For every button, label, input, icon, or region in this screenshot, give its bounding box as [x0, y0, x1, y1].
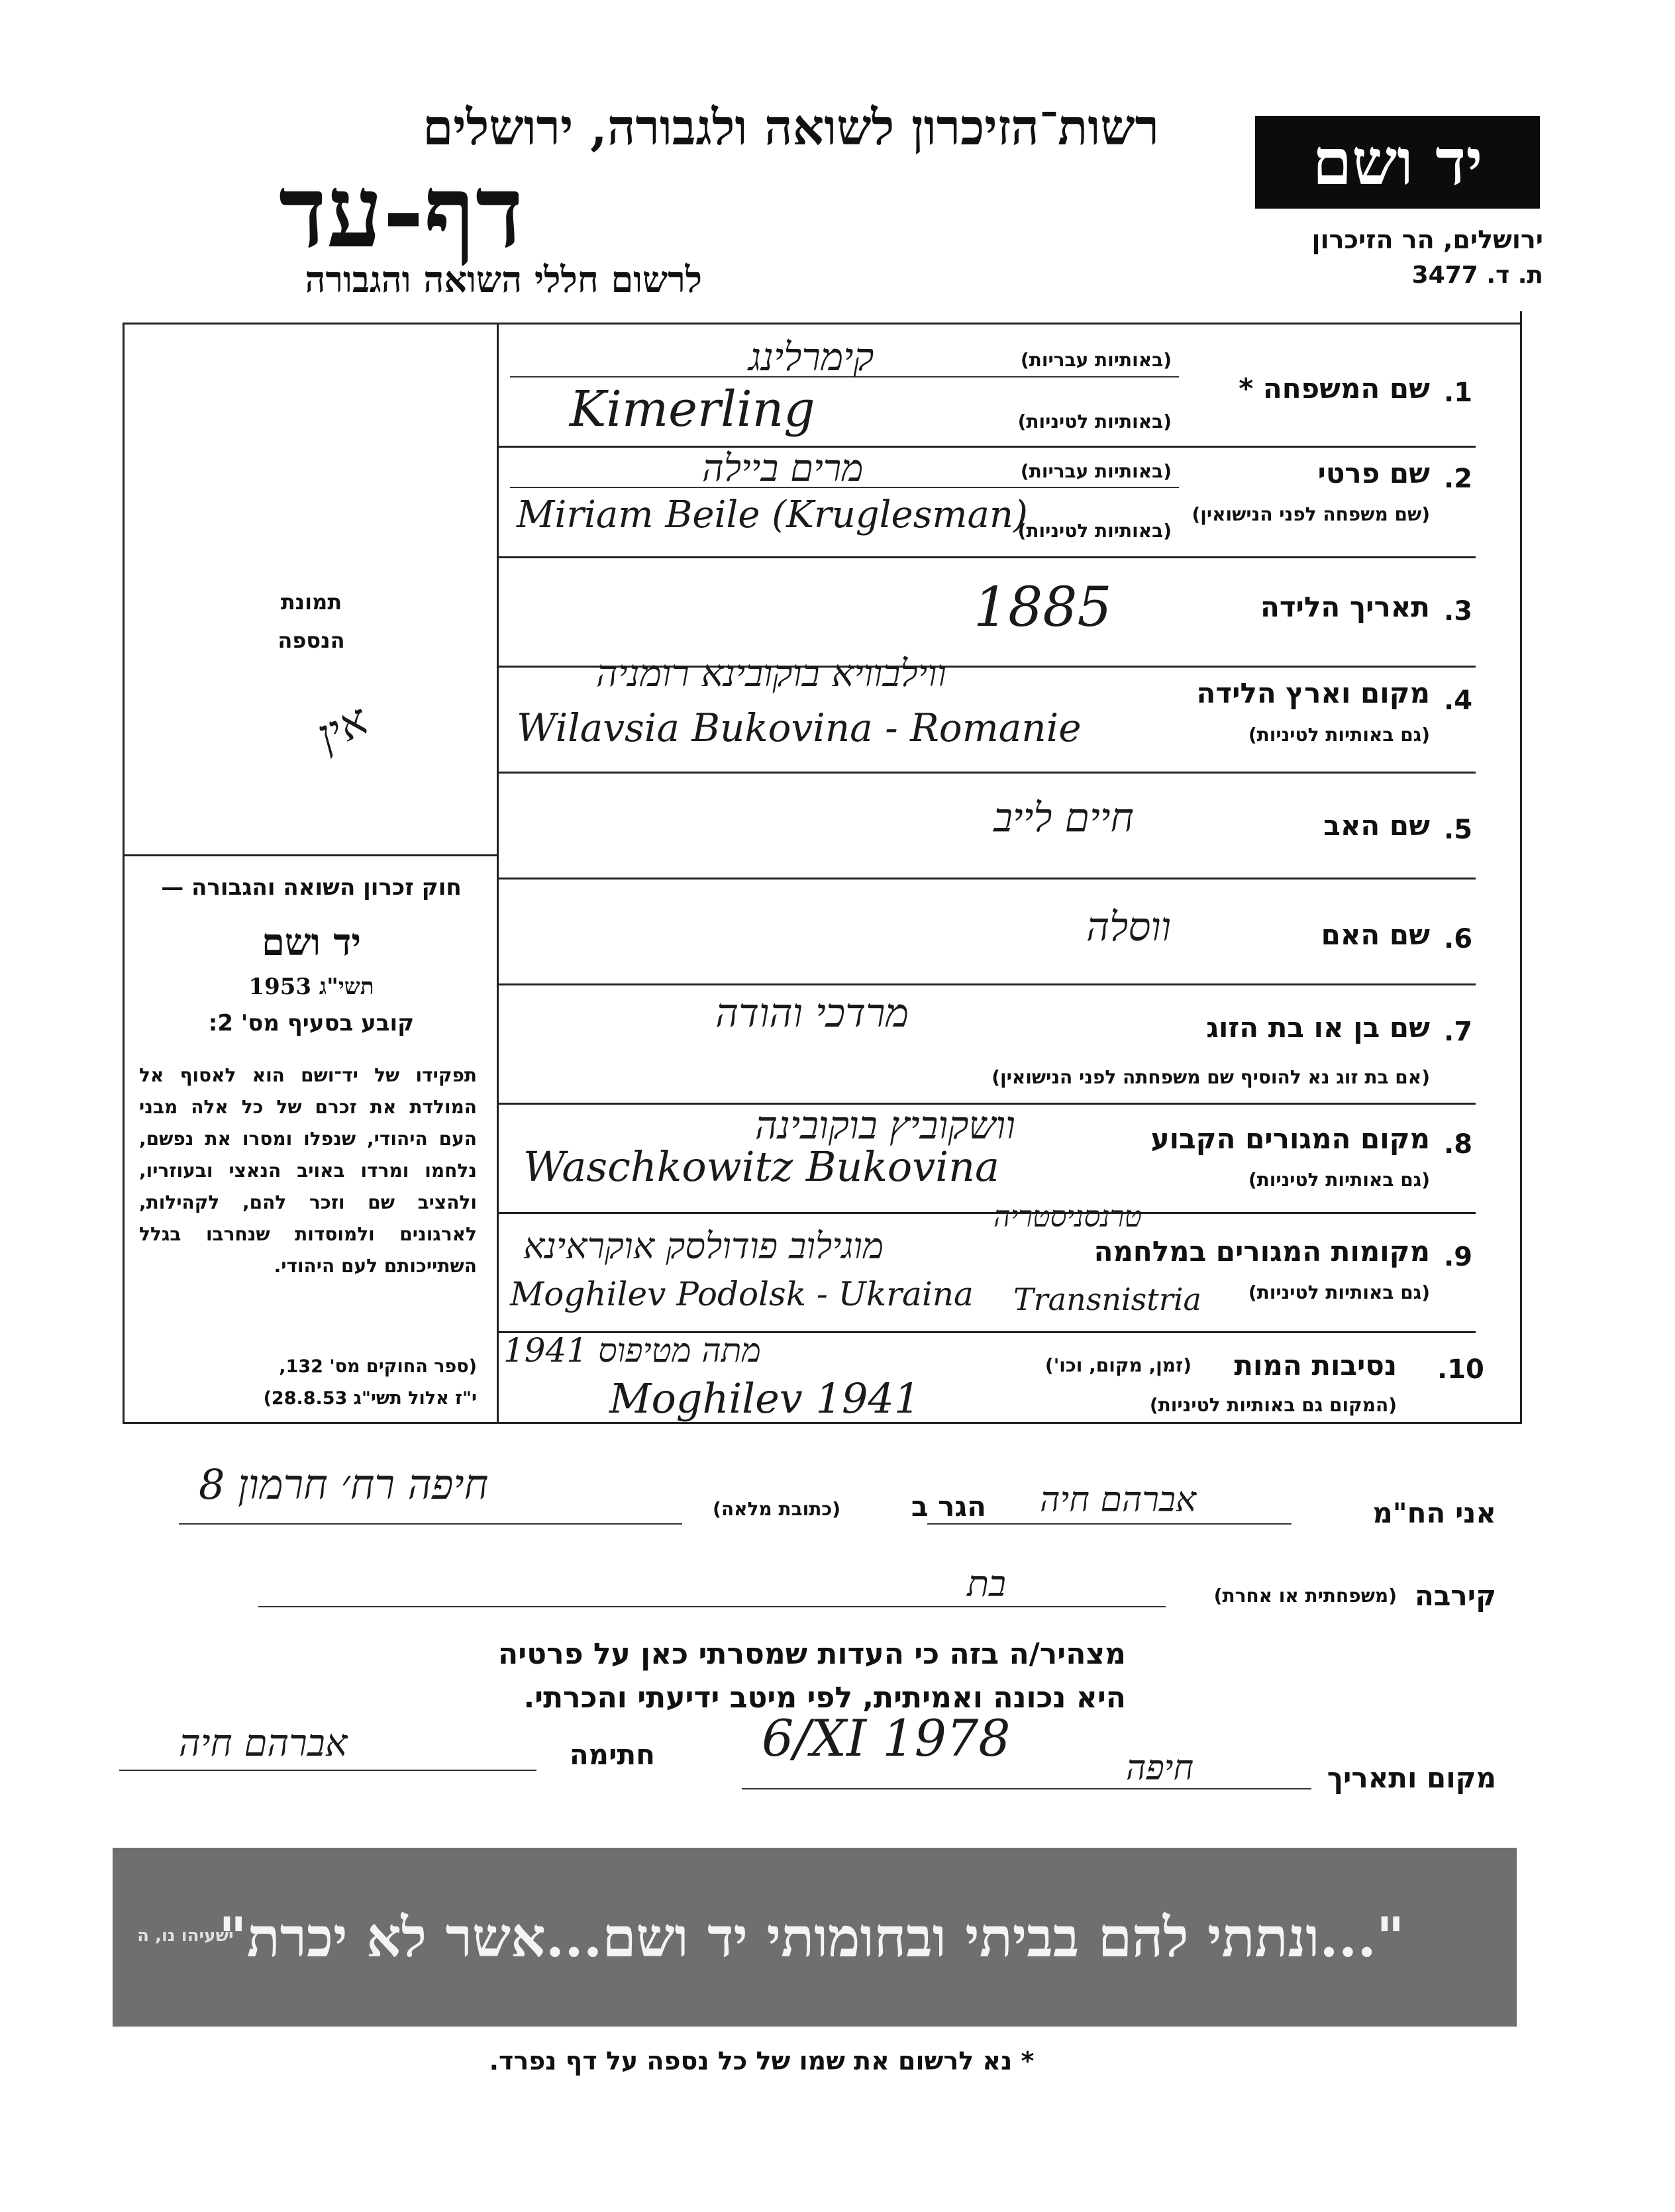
field-9-value-hebrew: מוגילוב פודולסק אוקראינא: [523, 1225, 884, 1267]
field-8-label: מקום המגורים הקבוע: [1150, 1123, 1430, 1155]
field-1-sub-hebrew: (באותיות עבריות): [1020, 349, 1172, 371]
law-reference-line-2: י"ז אלול תשי"ג 28.8.53): [263, 1388, 477, 1409]
field-7-note: (אם בת זוג נא להוסיף שם משפחתה לפני הנישואין): [991, 1066, 1430, 1088]
footer-quote-reference: ישעיהו נו, ה: [137, 1926, 234, 1946]
place-date-line: [742, 1788, 1311, 1789]
declarant-name: אברהם חיה: [1040, 1480, 1197, 1520]
field-2-value-hebrew: מרים ביילה: [702, 447, 864, 490]
law-reference-line-1: (ספר החוקים מס' 132,: [279, 1356, 477, 1377]
place-value: חיפה: [1126, 1748, 1194, 1788]
field-7-number: 7.: [1444, 1017, 1473, 1047]
declaration-line-2: היא נכונה ואמיתית, לפי מיטב ידיעתי והכרתי.: [523, 1681, 1126, 1715]
field-1-value-hebrew: קימרלינג: [748, 334, 874, 379]
declarant-relation-line: [258, 1606, 1166, 1607]
place-date-label: מקום ותאריך: [1327, 1762, 1496, 1794]
field-9-number: 9.: [1444, 1242, 1473, 1272]
field-9-value-latin: Moghilev Podolsk - Ukraina: [510, 1275, 974, 1313]
field-2-number: 2.: [1444, 464, 1473, 494]
declarant-relation-label: קירבה: [1414, 1580, 1496, 1612]
frame-left: [123, 323, 125, 1422]
po-box: ת. ד. 3477: [1411, 262, 1543, 289]
signature-label: חתימה: [569, 1738, 655, 1771]
declarant-relation: בת: [967, 1563, 1006, 1605]
form-subtitle: לרשום חללי השואה והגבורה: [305, 258, 702, 301]
law-clause: קובע בסעיף מס' 2:: [208, 1010, 415, 1036]
frame-right: [1520, 311, 1522, 1424]
field-10-value-hebrew: מתה מטיפוס 1941: [503, 1331, 761, 1370]
field-4-value-latin: Wilavsia Bukovina - Romanie: [517, 705, 1082, 750]
date-value: 6/XI 1978: [762, 1709, 1011, 1768]
field-4-number: 4.: [1444, 685, 1473, 716]
declarant-resides-label: הגר ב: [911, 1490, 986, 1523]
law-year: תשי"ג 1953: [248, 974, 374, 1000]
photo-note: אין: [309, 694, 376, 762]
photo-label: [199, 583, 424, 660]
field-2-label: שם פרטי: [1317, 457, 1430, 489]
field-6-number: 6.: [1444, 924, 1473, 954]
sidebar-divider: [123, 854, 499, 856]
yad-vashem-logo: [1255, 116, 1540, 209]
address: ירושלים, הר הזיכרון: [1311, 225, 1543, 254]
footer-banner: [113, 1848, 1517, 2027]
field-1-label: שם המשפחה *: [1239, 372, 1430, 405]
form-title: דף-עד: [278, 154, 523, 270]
declaration-text: [464, 1633, 1126, 1720]
field-5-label: שם האב: [1323, 809, 1430, 842]
declarant-address-line: [179, 1523, 682, 1525]
declarant-address: חיפה רח׳ חרמון 8: [199, 1460, 489, 1509]
field-8-number: 8.: [1444, 1129, 1473, 1160]
field-8-note: (גם באותיות לטיניות): [1248, 1169, 1430, 1191]
declaration-line-1: מצהיר/ה בזה כי העדות שמסרתי כאן על פרטיה: [498, 1637, 1126, 1671]
field-1-sub-latin: (באותיות לטיניות): [1017, 411, 1172, 432]
field-5-number: 5.: [1444, 815, 1473, 845]
field-8-value-hebrew: וושקוביץ בוקובינה: [755, 1103, 1016, 1148]
field-3-value: 1885: [974, 576, 1112, 639]
field-10-number: 10.: [1437, 1354, 1484, 1385]
field-7-label: שם בן או בת הזוג: [1206, 1011, 1430, 1044]
row-sep: [499, 556, 1476, 558]
field-4-value-hebrew: ווילבוויא בוקובינא רומניה: [596, 652, 946, 695]
signature: אברהם חיה: [179, 1722, 348, 1765]
field-10-note: (המקום גם באותיות לטיניות): [1149, 1394, 1397, 1416]
signature-line: [119, 1770, 536, 1771]
field-9-label: מקומות המגורים במלחמה: [1093, 1235, 1430, 1268]
photo-label-line-2: הנספה: [278, 628, 345, 653]
declarant-name-line: [927, 1523, 1292, 1525]
field-7-value: מרדכי והודה: [715, 990, 909, 1036]
declarant-relation-note: (משפחתית או אחרת): [1213, 1585, 1397, 1607]
declarant-address-label: (כתובת מלאה): [713, 1498, 840, 1520]
law-reference: [139, 1351, 477, 1415]
field-4-note: (גם באותיות לטיניות): [1248, 724, 1430, 746]
field-1-value-latin: Kimerling: [570, 381, 815, 438]
law-text: תפקידו של יד־ושם הוא לאסוף אל המולדת את זכרם של כל אלה מבני העם היהודי, שנפלו ומסרו את נפשם, נלחמו ומרדו באויב הנאצי ובעוזריו, ולהציב שם וזכר להם, לקהילות, לארגונים ולמוסדות שנחרבו בגלל השתייכותם לעם היהודי.: [139, 1064, 477, 1277]
field-3-label: תאריך הלידה: [1260, 591, 1430, 623]
field-1-number: 1.: [1444, 377, 1473, 408]
row-sep: [499, 772, 1476, 774]
field-9-note: (גם באותיות לטיניות): [1248, 1282, 1430, 1303]
field-6-value: ווסלה: [1086, 904, 1172, 950]
field-10-value-latin: Moghilev 1941: [609, 1374, 921, 1423]
row-sep: [499, 878, 1476, 880]
law-name: יד ושם: [261, 921, 362, 964]
footer-quote: "...ונתתי להם בביתי ובחומותי יד ושם...אשר לא יכרת": [219, 1906, 1405, 1970]
field-10-label: נסיבות המות: [1234, 1349, 1397, 1382]
authority-title: רשות־הזיכרון לשואה ולגבורה, ירושלים: [423, 99, 1159, 156]
field-6-label: שם האם: [1321, 919, 1430, 951]
row-sep: [499, 1212, 1476, 1214]
frame-top: [123, 323, 1522, 325]
row-sep: [499, 983, 1476, 985]
field-9-value-extra-hebrew: טרנסניסטריה: [993, 1200, 1142, 1234]
field-2-sub-latin: (באותיות לטיניות): [1017, 520, 1172, 542]
field-3-number: 3.: [1444, 596, 1473, 627]
row-sep: [499, 446, 1476, 448]
photo-label-line-1: תמונת: [280, 589, 342, 615]
field-2-sub-hebrew: (באותיות עבריות): [1020, 460, 1172, 482]
field-4-label: מקום וארץ הלידה: [1196, 677, 1430, 709]
declarant-i-label: אני הח"מ: [1372, 1497, 1496, 1529]
field-9-value-extra-latin: Transnistria: [1013, 1282, 1201, 1317]
field-5-value: חיים לייב: [993, 795, 1134, 841]
field-10-label-note: (זמן, מקום, וכו'): [1044, 1354, 1192, 1376]
field-2-value-latin: Miriam Beile (Kruglesman): [517, 493, 1028, 536]
column-divider: [497, 323, 499, 1422]
field-8-value-latin: Waschkowitz Bukovina: [523, 1142, 999, 1191]
footer-note: * נא לרשום את שמו של כל נספה על דף נפרד.: [489, 2046, 1035, 2076]
logo-text: יד ושם: [1312, 125, 1483, 199]
field-2-note: (שם משפחה לפני הנישואין): [1192, 503, 1430, 525]
law-heading: חוק זכרון השואה והגבורה —: [161, 874, 462, 901]
